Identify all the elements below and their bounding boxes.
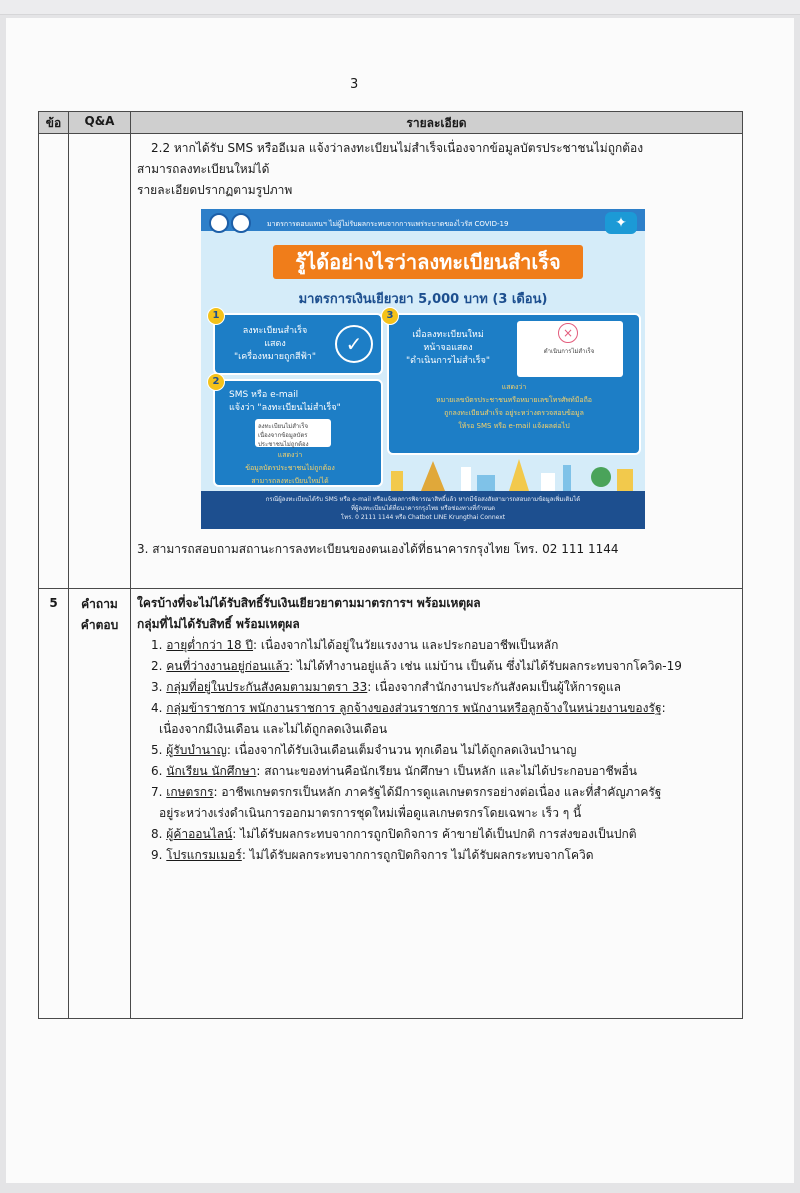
step3-line2: หน้าจอแสดง: [423, 343, 473, 353]
step2-badge: 2: [207, 373, 225, 391]
step3-card-text: ดำเนินการไม่สำเร็จ: [543, 348, 595, 355]
step3-note-2: หมายเลขบัตรประชาชนหรือหมายเลขโทรศัพท์มือถือ: [435, 396, 593, 404]
page-number: 3: [350, 77, 359, 92]
footer-line3: โทร. 0 2111 1144 หรือ Chatbot LINE Krungthai Connext: [340, 514, 506, 521]
step1-badge: 1: [207, 307, 225, 325]
step2-box: [213, 379, 383, 487]
list-item-2: 2. คนที่ว่างงานอยู่ก่อนแล้ว: ไม่ได้ทำงานอยู่แล้ว เช่น แม่บ้าน เป็นต้น ซึ่งไม่ได้รับผลกระทบจากโควิด-19: [151, 659, 682, 673]
step1-line2: แสดง: [264, 339, 286, 349]
list-item-9: 9. โปรแกรมเมอร์: ไม่ได้รับผลกระทบจากการถูกปิดกิจการ ไม่ได้รับผลกระทบจากโควิด: [151, 848, 594, 862]
list-item-7-cont: อยู่ระหว่างเร่งดำเนินการออกมาตรการชุดใหม่เพื่อดูแลเกษตรกรโดยเฉพาะ เร็ว ๆ นี้: [159, 806, 582, 820]
list-item-5: 5. ผู้รับบำนาญ: เนื่องจากได้รับเงินเดือนเต็มจำนวน ทุกเดือน ไม่ได้ถูกลดเงินบำนาญ: [151, 743, 577, 757]
list-item-4: 4. กลุ่มข้าราชการ พนักงานราชการ ลูกจ้างของส่วนราชการ พนักงานหรือลูกจ้างในหน่วยงานของรัฐ:: [151, 701, 666, 715]
list-item-8: 8. ผู้ค้าออนไลน์: ไม่ได้รับผลกระทบจากการถูกปิดกิจการ ค้าขายได้เป็นปกติ การส่งของเป็นปกติ: [151, 827, 637, 841]
header-no: ข้อ: [39, 112, 69, 134]
infographic-subtitle: มาตรการเงินเยียวยา 5,000 บาท (3 เดือน): [298, 292, 548, 307]
step3-line1: เมื่อลงทะเบียนใหม่: [412, 330, 484, 340]
step2-note-1: แสดงว่า: [277, 451, 303, 459]
footer-line2: ที่ผู้ลงทะเบียนได้ที่ธนาคารกรุงไทย หรือช่องทางที่กำหนด: [350, 505, 496, 512]
step3-note-4: ให้รอ SMS หรือ e-mail แจ้งผลต่อไป: [458, 422, 570, 430]
cell-continued-detail: [131, 134, 743, 589]
krungthai-logo-icon: ✦: [605, 212, 637, 234]
item-2-2-cont: สามารถลงทะเบียนใหม่ได้: [137, 162, 270, 176]
row5-detail: [131, 589, 743, 1019]
cell-empty-qa: [69, 134, 131, 589]
cell-empty-no: [39, 134, 69, 589]
step3-note: [399, 381, 629, 433]
list-item-3: 3. กลุ่มที่อยู่ในประกันสังคมตามมาตรา 33: เนื่องจากสำนักงานประกันสังคมเป็นผู้ให้การดูแล: [151, 680, 622, 694]
item-2-2-text: 2.2 หากได้รับ SMS หรืออีเมล แจ้งว่าลงทะเบียนไม่สำเร็จเนื่องจากข้อมูลบัตรประชาชนไม่ถูกต้อง: [151, 141, 644, 155]
step2-line2: แจ้งว่า "ลงทะเบียนไม่สำเร็จ": [229, 403, 341, 413]
top-bar: [0, 0, 800, 15]
bangkok-skyline-illustration: [381, 455, 641, 491]
step2-note-2: ข้อมูลบัตรประชาชนไม่ถูกต้อง: [245, 464, 335, 472]
step3-note-1: แสดงว่า: [501, 383, 527, 391]
step2-sms-card: ลงทะเบียนไม่สำเร็จเนื่องจากข้อมูลบัตรประชาชนไม่ถูกต้อง: [255, 419, 331, 447]
footer-line1: กรณีผู้ลงทะเบียนได้รับ SMS หรือ e-mail หรือแจ้งผลการพิจารณาสิทธิ์แล้ว หากมีข้อสงสัยสามารถสอบถามข้อมูลเพิ่มเติมได้: [265, 496, 581, 503]
list-item-7: 7. เกษตรกร: อาชีพเกษตรกรเป็นหลัก ภาครัฐได้มีการดูแลเกษตรกรอย่างต่อเนื่อง และที่สำคัญภาครัฐ: [151, 785, 662, 799]
list-item-4-cont: เนื่องจากมีเงินเดือน และไม่ได้ถูกลดเงินเดือน: [159, 722, 388, 736]
gov-logo-icon: [209, 213, 229, 233]
header-detail: รายละเอียด: [131, 112, 743, 134]
error-x-icon: ×: [558, 323, 578, 343]
qa-table: [38, 111, 743, 1019]
infographic-footer: [201, 491, 645, 529]
row5-label-answer: คำตอบ: [80, 618, 119, 632]
list-item-6: 6. นักเรียน นักศึกษา: สถานะของท่านคือนักเรียน นักศึกษา เป็นหลัก และไม่ได้ประกอบอาชีพอื่น: [151, 764, 638, 778]
step2-line1: SMS หรือ e-mail: [229, 390, 299, 400]
header-qa: Q&A: [69, 112, 131, 134]
infographic-title: รู้ได้อย่างไรว่าลงทะเบียนสำเร็จ: [273, 245, 583, 279]
step1-box: [213, 313, 383, 375]
ministry-logo-icon: [231, 213, 251, 233]
step3-line3: "ดำเนินการไม่สำเร็จ": [405, 356, 491, 366]
item-3-text: 3. สามารถสอบถามสถานะการลงทะเบียนของตนเองได้ที่ธนาคารกรุงไทย โทร. 02 111 1144: [137, 542, 619, 556]
row5-answer-heading: กลุ่มที่ไม่ได้รับสิทธิ์ พร้อมเหตุผล: [137, 617, 300, 631]
infographic: [201, 209, 645, 529]
checkmark-icon: ✓: [335, 325, 373, 363]
step3-badge: 3: [381, 307, 399, 325]
list-item-1: 1. อายุต่ำกว่า 18 ปี: เนื่องจากไม่ได้อยู่ในวัยแรงงาน และประกอบอาชีพเป็นหลัก: [151, 638, 559, 652]
row5-qa-labels: [69, 589, 131, 1019]
row5-question: ใครบ้างที่จะไม่ได้รับสิทธิ์รับเงินเยียวยาตามมาตรการฯ พร้อมเหตุผล: [137, 596, 481, 610]
step2-note-3: สามารถลงทะเบียนใหม่ได้: [251, 477, 329, 485]
item-2-2-detail: รายละเอียดปรากฏตามรูปภาพ: [137, 183, 293, 197]
step1-line1: ลงทะเบียนสำเร็จ: [242, 326, 308, 336]
row5-number: 5: [39, 589, 69, 1019]
step3-note-3: ถูกลงทะเบียนสำเร็จ อยู่ระหว่างตรวจสอบข้อมูล: [444, 409, 584, 417]
step3-error-card: [517, 321, 623, 377]
infographic-band-text: มาตรการดอบแทนฯ ไม่ผู้ไม่รับผลกระทบจากการแพร่ระบาดของไวรัส COVID-19: [267, 220, 509, 228]
row5-label-question: คำถาม: [81, 597, 118, 611]
step1-line3: "เครื่องหมายถูกสีฟ้า": [233, 352, 317, 362]
step3-box: [387, 313, 641, 455]
step2-note: [235, 449, 345, 488]
